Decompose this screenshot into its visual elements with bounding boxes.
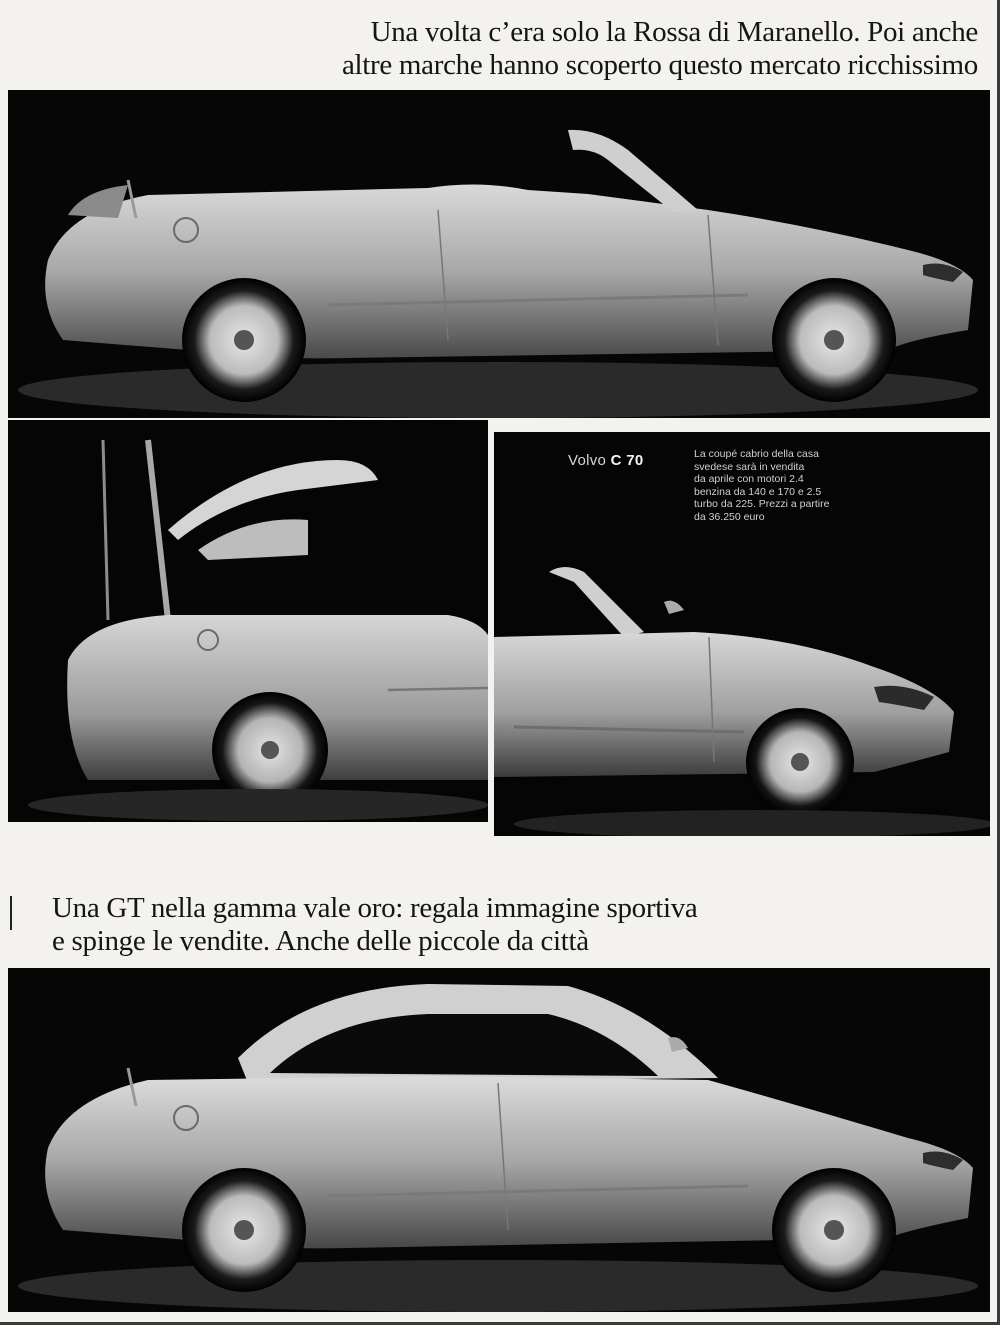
headline-rule bbox=[10, 896, 12, 930]
photo-roof-folding-sequence bbox=[8, 420, 488, 822]
headline-bottom-line1: Una GT nella gamma vale oro: regala immagine sportiva bbox=[52, 892, 698, 924]
headline-top-line2: altre marche hanno scoperto questo mercato ricchissimo bbox=[341, 49, 978, 81]
headline-bottom bbox=[52, 892, 812, 958]
photo-caption bbox=[568, 448, 898, 548]
caption-model: C 70 bbox=[610, 452, 644, 469]
caption-brand: Volvo bbox=[568, 452, 607, 469]
photo-hardtop-coupe bbox=[8, 968, 990, 1312]
photo-convertible-top-down bbox=[8, 90, 990, 418]
headline-top-line1: Una volta c’era solo la Rossa di Maranello. Poi anche bbox=[370, 16, 978, 48]
caption-text: La coupé cabrio della casa svedese sarà in vendita da aprile con motori 2.4 benzina da 140 e 170 e 2.5 turbo da 225. Prezzi a partire da 36.250 euro bbox=[694, 448, 830, 523]
car-convertible-illustration bbox=[8, 90, 990, 418]
car-roof-folding-illustration bbox=[8, 420, 488, 822]
headline-bottom-line2: e spinge le vendite. Anche delle piccole da città bbox=[52, 925, 589, 957]
caption-model-name bbox=[568, 452, 644, 469]
car-coupe-illustration bbox=[8, 968, 990, 1312]
headline-top bbox=[260, 16, 978, 82]
